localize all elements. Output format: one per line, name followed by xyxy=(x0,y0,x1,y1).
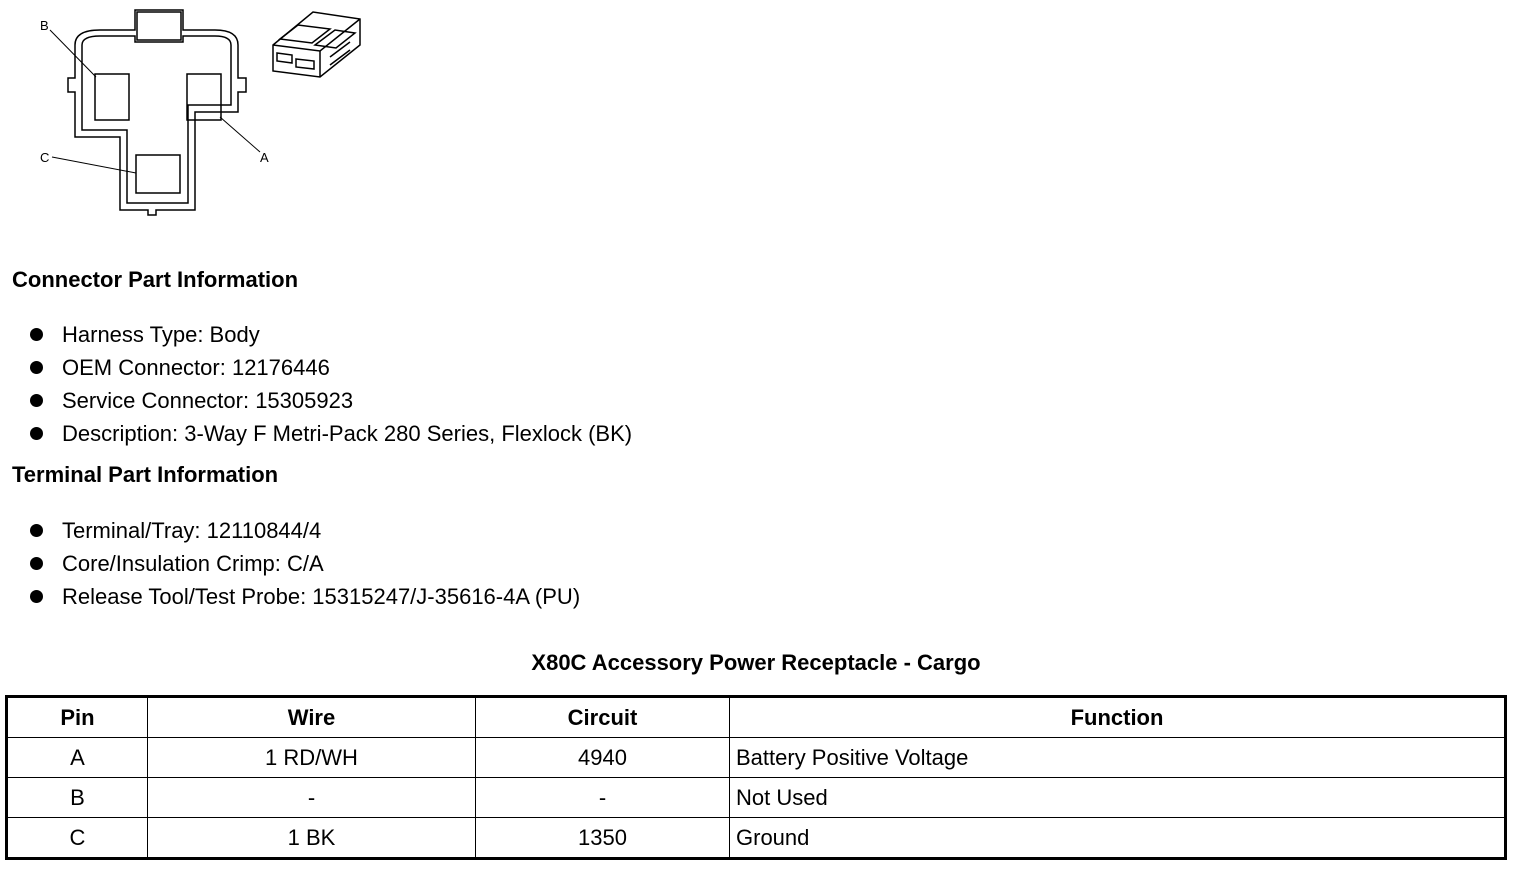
pin-label-c: C xyxy=(40,150,50,165)
connector-isometric-icon xyxy=(273,12,360,77)
cavity-b xyxy=(95,74,129,120)
cell-wire: - xyxy=(148,778,476,818)
pin-label-a: A xyxy=(260,150,269,165)
table-row xyxy=(7,738,1506,778)
pin-table xyxy=(5,695,1507,860)
connector-info-heading: Connector Part Information xyxy=(12,267,299,292)
table-row xyxy=(7,778,1506,818)
cavity-c xyxy=(136,155,180,193)
terminal-info-list xyxy=(30,514,580,613)
cell-circuit: 4940 xyxy=(476,738,730,778)
table-title: X80C Accessory Power Receptacle - Cargo xyxy=(531,650,981,675)
list-item: Harness Type: Body xyxy=(30,318,632,351)
cell-pin: B xyxy=(7,778,148,818)
cavity-a xyxy=(187,74,221,120)
list-item: Release Tool/Test Probe: 15315247/J-35616-4A (PU) xyxy=(30,580,580,613)
list-item: Core/Insulation Crimp: C/A xyxy=(30,547,580,580)
list-item: OEM Connector: 12176446 xyxy=(30,351,632,384)
list-item: Description: 3-Way F Metri-Pack 280 Series, Flexlock (BK) xyxy=(30,417,632,450)
table-row xyxy=(7,818,1506,859)
terminal-info-heading: Terminal Part Information xyxy=(12,462,279,487)
pin-label-b: B xyxy=(40,18,49,33)
cell-function: Ground xyxy=(730,818,1506,859)
cell-function: Not Used xyxy=(730,778,1506,818)
cell-circuit: 1350 xyxy=(476,818,730,859)
connector-info-list xyxy=(30,318,632,450)
header-pin: Pin xyxy=(7,697,148,738)
table-header-row xyxy=(7,697,1506,738)
header-circuit: Circuit xyxy=(476,697,730,738)
cell-circuit: - xyxy=(476,778,730,818)
cell-wire: 1 BK xyxy=(148,818,476,859)
header-wire: Wire xyxy=(148,697,476,738)
list-item: Service Connector: 15305923 xyxy=(30,384,632,417)
cell-pin: A xyxy=(7,738,148,778)
cell-function: Battery Positive Voltage xyxy=(730,738,1506,778)
list-item: Terminal/Tray: 12110844/4 xyxy=(30,514,580,547)
cell-wire: 1 RD/WH xyxy=(148,738,476,778)
header-function: Function xyxy=(730,697,1506,738)
cell-pin: C xyxy=(7,818,148,859)
connector-diagram xyxy=(30,5,375,217)
